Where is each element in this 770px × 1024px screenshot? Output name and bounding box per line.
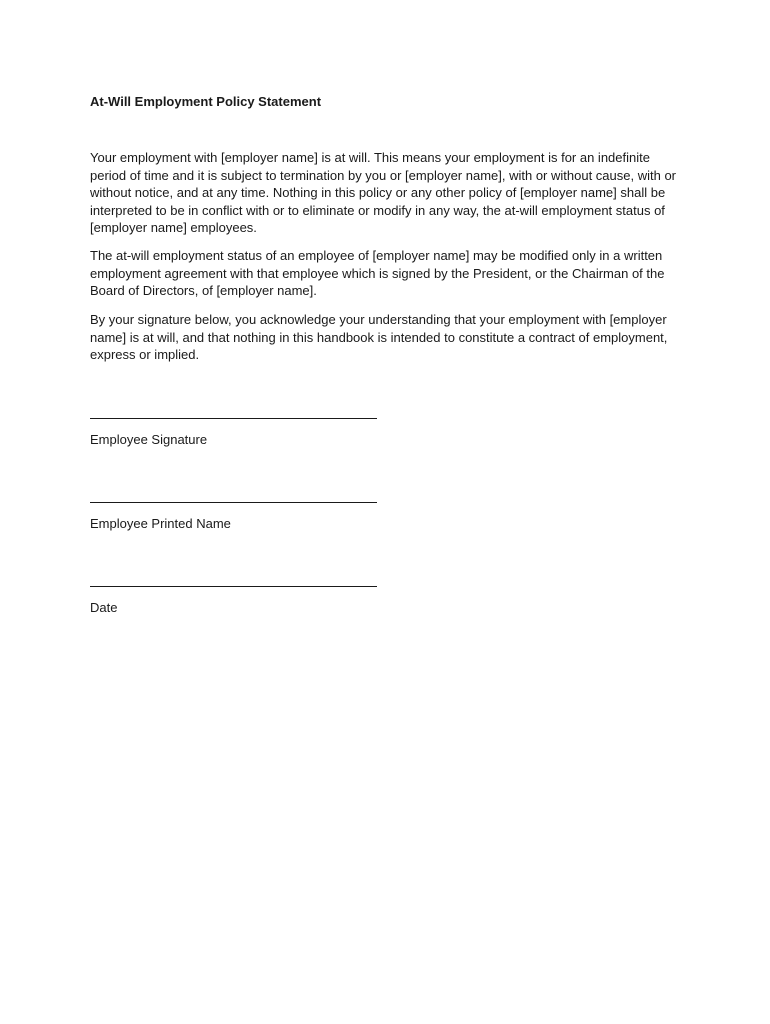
date-label: Date [90, 600, 118, 615]
document-title: At-Will Employment Policy Statement [90, 94, 322, 109]
policy-paragraph-at-will: Your employment with [employer name] is at will. This means your employment is for an indefinite period of time and it is subject to termination by you or [employer name], with or without cause, with or without notice, and at any time. Nothing in this policy or any other policy of [employer name] shall be interpreted to be in conflict with or to eliminate or modify in any way, the at-will employment status of [employer name] employees. [90, 150, 676, 235]
employee-printed-name-line [90, 502, 377, 503]
employee-signature-label: Employee Signature [90, 432, 208, 447]
policy-paragraph-modification: The at-will employment status of an employee of [employer name] may be modified only in a written employment agreement with that employee which is signed by the President, or the Chairman of the Board of Directors, of [employer name]. [90, 248, 665, 298]
policy-paragraph-acknowledgement: By your signature below, you acknowledge your understanding that your employment with [employer name] is at will, and that nothing in this handbook is intended to constitute a contract of employment, express or implied. [90, 312, 668, 362]
date-line [90, 586, 377, 587]
employee-signature-line [90, 418, 377, 419]
employee-printed-name-label: Employee Printed Name [90, 516, 231, 531]
